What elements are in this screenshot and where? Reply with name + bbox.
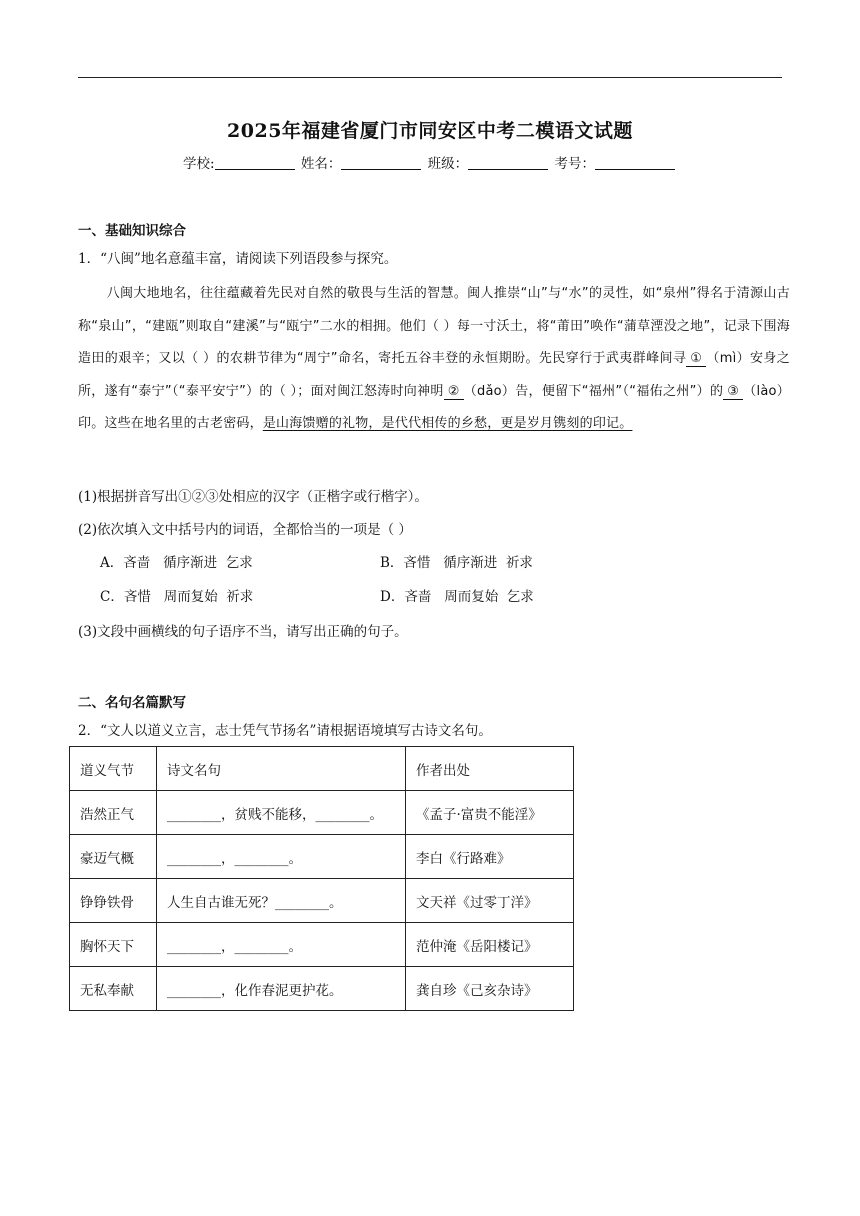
blank-mark-3: ③ [723, 384, 743, 400]
table-header-row [70, 747, 574, 791]
table-cell-source: 龚自珍《己亥杂诗》 [406, 967, 574, 1011]
passage-text-4: （lào）印。这些在地名里的古老密码， [78, 383, 790, 431]
school-label: 学校: [183, 156, 215, 172]
table-cell-source: 文天祥《过零丁洋》 [406, 879, 574, 923]
table-cell-theme: 胸怀天下 [70, 923, 157, 967]
exam-number-blank[interactable] [595, 157, 675, 170]
table-cell-theme: 无私奉献 [70, 967, 157, 1011]
table-row [70, 879, 574, 923]
table-row [70, 835, 574, 879]
option-d[interactable]: D．吝啬 周而复始 乞求 [380, 589, 534, 605]
table-cell-verse[interactable]: ________，化作春泥更护花。 [157, 967, 406, 1011]
table-header: 作者出处 [406, 747, 574, 791]
section2-heading: 二、名句名篇默写 [78, 695, 186, 711]
question1-passage [78, 278, 790, 441]
table-row [70, 923, 574, 967]
question1-prompt: 1．“八闽”地名意蕴丰富，请阅读下列语段参与探究。 [78, 251, 398, 267]
exam-number-label: 考号： [554, 156, 595, 172]
blank-mark-1: ① [686, 351, 706, 367]
table-row [70, 791, 574, 835]
table-cell-theme: 豪迈气概 [70, 835, 157, 879]
exam-title: 2025年福建省厦门市同安区中考二模语文试题 [227, 120, 633, 142]
sub-question-2: (2)依次填入文中括号内的词语，全都恰当的一项是（ ） [78, 522, 412, 538]
school-blank[interactable] [215, 157, 295, 170]
sub-question-3: (3)文段中画横线的句子语序不当，请写出正确的句子。 [78, 624, 408, 640]
class-label: 班级： [427, 156, 469, 172]
table-cell-source: 《孟子·富贵不能淫》 [406, 791, 574, 835]
table-cell-theme: 浩然正气 [70, 791, 157, 835]
poem-table [69, 746, 574, 1011]
table-cell-source: 李白《行路难》 [406, 835, 574, 879]
name-label: 姓名： [300, 156, 342, 172]
name-blank[interactable] [341, 157, 421, 170]
class-blank[interactable] [468, 157, 548, 170]
table-header: 诗文名句 [157, 747, 406, 791]
table-cell-verse[interactable]: ________，________。 [157, 923, 406, 967]
table-cell-verse[interactable]: 人生自古谁无死？________。 [157, 879, 406, 923]
student-info-line [0, 152, 860, 172]
passage-text-2: （mì）安身之所，遂有“泰宁”（“泰平安宁”）的（ ）；面对闽江怒涛时向神明 [78, 351, 790, 399]
option-b[interactable]: B．吝惜 循序渐进 祈求 [380, 555, 533, 571]
question2-prompt: 2．“文人以道义立言，志士凭气节扬名”请根据语境填写古诗文名句。 [78, 723, 492, 739]
table-row [70, 967, 574, 1011]
option-a[interactable]: A．吝啬 循序渐进 乞求 [100, 555, 253, 571]
table-cell-verse[interactable]: ________，________。 [157, 835, 406, 879]
underlined-sentence: 是山海馈赠的礼物，是代代相传的乡愁，更是岁月镌刻的印记。 [262, 416, 633, 431]
passage-text-3: （dǎo）告，便留下“福州”（“福佑之州”）的 [463, 383, 724, 399]
blank-mark-2: ② [444, 384, 464, 400]
sub-question-1: (1)根据拼音写出①②③处相应的汉字（正楷字或行楷字）。 [78, 489, 428, 505]
table-cell-source: 范仲淹《岳阳楼记》 [406, 923, 574, 967]
section1-heading: 一、基础知识综合 [78, 223, 186, 239]
passage-text-1: 八闽大地地名，往往蕴藏着先民对自然的敬畏与生活的智慧。闽人推崇“山”与“水”的灵性，如“泉州”得名于清源山古称“泉山”，“建瓯”则取自“建溪”与“瓯宁”二水的相拥。他们（ ）每一寸沃土，将“莆田”唤作“蒲草湮没之地”，记录下围海造田的艰辛；又以（ ）的农耕节律为“周宁”命名，寄托五谷丰登的永恒期盼。先民穿行于武夷群峰间寻 [78, 286, 790, 366]
table-cell-theme: 铮铮铁骨 [70, 879, 157, 923]
header-rule [78, 77, 782, 78]
option-c[interactable]: C．吝惜 周而复始 祈求 [100, 589, 254, 605]
table-header: 道义气节 [70, 747, 157, 791]
table-cell-verse[interactable]: ________，贫贱不能移，________。 [157, 791, 406, 835]
